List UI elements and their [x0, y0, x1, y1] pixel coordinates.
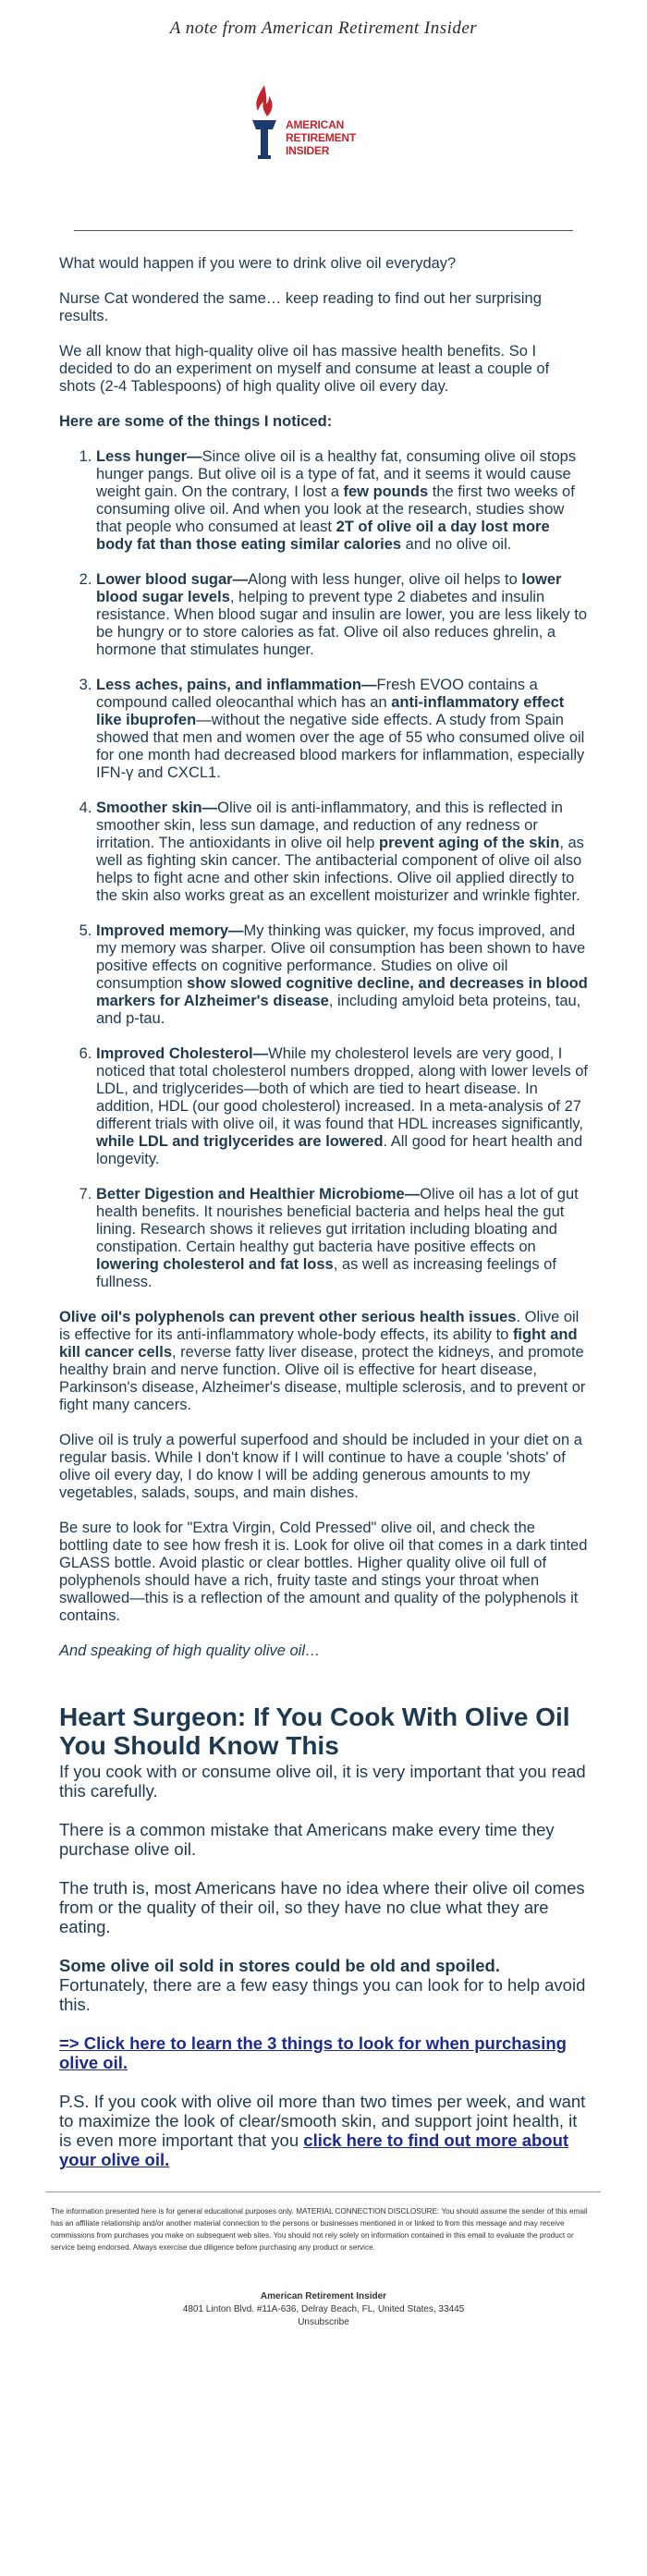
promo-headline: Heart Surgeon: If You Cook With Olive Oil You Should Know This	[59, 1703, 570, 1760]
torch-icon	[245, 83, 284, 161]
list-item: 2. Lower blood sugar—Along with less hunger, olive oil helps to lower blood sugar levels, helping to prevent type 2 diabetes and insulin resistance. When blood sugar and insulin are lower, you are less likely to be hungry or to store calories as fat. Olive oil also reduces ghrelin, a hormone that stimulates hunger.	[96, 571, 588, 659]
list-item: 1. Less hunger—Since olive oil is a healthy fat, consuming olive oil stops hunger pangs. But olive oil is a type of fat, and it seems it would cause weight gain. On the contrary, I lost a few pounds the first two weeks of consuming olive oil. And when you look at the research, studies show that people who consumed at least 2T of olive oil a day lost more body fat than those eating similar calories and no olive oil.	[96, 448, 588, 554]
logo-wordmark	[286, 118, 402, 157]
ps-paragraph: P.S. If you cook with olive oil more than two times per week, and want to maximize the look of clear/smooth skin, and support joint health, it is even more important that you click here to find out more about your olive oil.	[59, 2092, 586, 2169]
footer-address: 4801 Linton Blvd. #11A-636, Delray Beach, FL, United States, 33445	[182, 2304, 465, 2314]
footer-company: American Retirement Insider	[260, 2291, 387, 2301]
ps-link[interactable]: click here to find out more about your olive oil.	[59, 2130, 569, 2169]
speaking-of-note: And speaking of high quality olive oil…	[59, 1642, 321, 1659]
cta-link[interactable]: => Click here to learn the 3 things to look for when purchasing olive oil.	[59, 2033, 567, 2072]
unsubscribe-link[interactable]: Unsubscribe	[298, 2317, 349, 2327]
list-item: 3. Less aches, pains, and inflammation—Fresh EVOO contains a compound called oleocanthal which has an anti-inflammatory effect like ibuprofen—without the negative side effects. A study from Spain showed that men and women over the age of 55 who consumed olive oil for one month had decreased blood markers for inflammation, especially IFN-γ and CXCL1.	[96, 677, 588, 782]
promo-p1: If you cook with or consume olive oil, it is very important that you read this carefully.	[59, 1762, 586, 1801]
preheader: A note from American Retirement Insider	[169, 18, 478, 38]
promo-p4: Some olive oil sold in stores could be old and spoiled. Fortunately, there are a few easy things you can look for to help avoid this.	[59, 1956, 586, 2014]
intro-question: What would happen if you were to drink olive oil everyday?	[59, 255, 457, 272]
header-divider	[74, 230, 573, 231]
list-item: 4. Smoother skin—Olive oil is anti-inflammatory, and this is reflected in smoother skin, less sun damage, and reduction of any redness or irritation. The antioxidants in olive oil help prevent aging of the skin, as well as fighting skin cancer. The antibacterial component of olive oil also helps to fight acne and other skin infections. Olive oil applied directly to the skin also works great as an excellent moisturizer and wrinkle fighter.	[96, 800, 588, 905]
logo-line-2: RETIREMENT INSIDER	[286, 131, 357, 157]
promo-section	[59, 1703, 588, 2169]
footer	[0, 2290, 647, 2329]
list-item: 7. Better Digestion and Healthier Microbiome—Olive oil has a lot of gut health benefits. It nourishes beneficial bacteria and helps heal the gut lining. Research shows it relieves gut irritation including bloating and constipation. Certain healthy gut bacteria have positive effects on lowering cholesterol and fat loss, as well as increasing feelings of fullness.	[96, 1186, 588, 1291]
intro-nurse: Nurse Cat wondered the same… keep reading to find out her surprising results.	[59, 290, 542, 324]
list-heading: Here are some of the things I noticed:	[59, 413, 333, 430]
promo-p3: The truth is, most Americans have no idea where their olive oil comes from or the quality of their oil, so they have no clue what they are eating.	[59, 1878, 585, 1936]
benefits-list	[59, 448, 588, 1291]
logo-line-1: AMERICAN	[286, 118, 345, 131]
brand-logo	[245, 83, 402, 161]
polyphenols-paragraph: Olive oil's polyphenols can prevent other serious health issues. Olive oil is effective for its anti-inflammatory whole-body effects, its ability to fight and kill cancer cells, reverse fatty liver disease, protect the kidneys, and promote healthy brain and nerve function. Olive oil is effective for heart disease, Parkinson's disease, Alzheimer's disease, multiple sclerosis, and to prevent or fight many cancers.	[59, 1309, 586, 1413]
promo-p2: There is a common mistake that Americans make every time they purchase olive oil.	[59, 1820, 555, 1859]
cta-paragraph	[59, 2033, 588, 2072]
list-item: 5. Improved memory—My thinking was quicker, my focus improved, and my memory was sharper. Olive oil consumption has been shown to have positive effects on cognitive performance. Studies on olive oil consumption show slowed cognitive decline, and decreases in blood markers for Alzheimer's disease, including amyloid beta proteins, tau, and p-tau.	[96, 922, 588, 1028]
article-body	[0, 255, 647, 2169]
list-item: 6. Improved Cholesterol—While my cholesterol levels are very good, I noticed that total cholesterol numbers dropped, along with lower levels of LDL, and triglycerides—both of which are tied to heart disease. In addition, HDL (our good cholesterol) increased. In a meta-analysis of 27 different trials with olive oil, it was found that HDL increases significantly, while LDL and triglycerides are lowered. All good for heart health and longevity.	[96, 1045, 588, 1168]
superfood-paragraph: Olive oil is truly a powerful superfood and should be included in your diet on a regular basis. While I don't know if I will continue to have a couple 'shots' of olive oil every day, I do know I will be adding generous amounts to my vegetables, salads, soups, and main dishes.	[59, 1432, 582, 1501]
intro-experiment: We all know that high-quality olive oil has massive health benefits. So I decided to do an experiment on myself and consume at least a couple of shots (2-4 Tablespoons) of high quality olive oil every day.	[59, 343, 550, 395]
disclaimer: The information presented here is for general educational purposes only. MATERIAL CONNECTION DISCLOSURE: You should assume the sender of this email has an affiliate relationship and/or another material connection to the persons or businesses mentioned in or linked to from this message and may receive commissions from purchases you make on subsequent web sites. You should not rely solely on information contained in this email to evaluate the product or service being endorsed. Always exercise due diligence before purchasing any product or service.	[51, 2207, 588, 2252]
look-for-paragraph: Be sure to look for "Extra Virgin, Cold Pressed" olive oil, and check the bottling date to see how fresh it is. Look for olive oil that comes in a dark tinted GLASS bottle. Avoid plastic or clear bottles. Higher quality olive oil full of polyphenols should have a rich, fruity taste and stings your throat when swallowed—this is a reflection of the amount and quality of the polyphenols it contains.	[59, 1520, 588, 1624]
